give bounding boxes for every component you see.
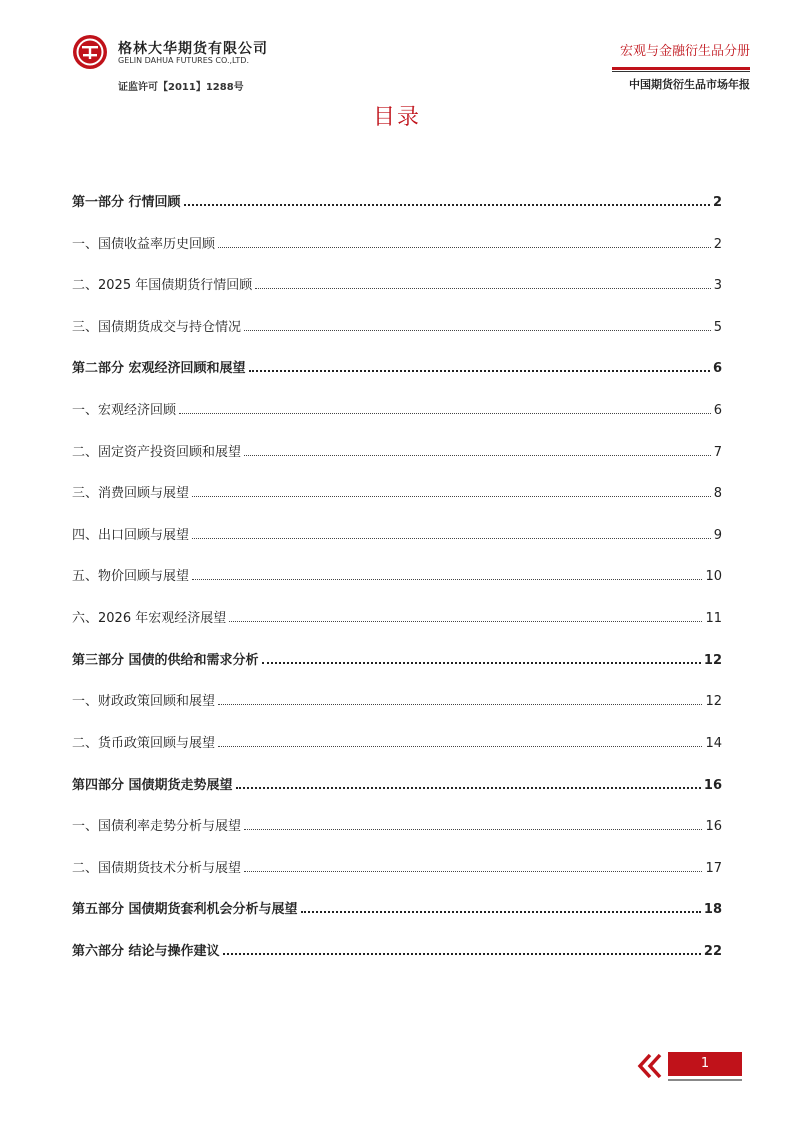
toc-entry-1-2[interactable] [72,273,722,293]
toc-entry-3-1[interactable] [72,689,722,709]
toc-entry-part-2[interactable] [72,356,722,376]
toc-entry-4-2[interactable] [72,856,722,876]
toc-leader-dots [218,746,702,747]
toc-entry-1-3[interactable] [72,315,722,335]
toc-entry-2-4[interactable] [72,523,722,543]
toc-leader-dots [218,247,711,248]
toc-leader-dots [249,370,710,372]
toc-entry-page: 17 [705,861,722,876]
toc-leader-dots [192,579,702,580]
toc-entry-3-2[interactable] [72,731,722,751]
toc-entry-label: 一、财政政策回顾和展望 [72,694,216,709]
toc-entry-2-1[interactable] [72,398,722,418]
toc-entry-page: 22 [703,944,722,959]
toc-entry-4-1[interactable] [72,814,722,834]
toc-leader-dots [223,953,701,955]
toc-entry-label: 第一部分 行情回顾 [72,195,181,210]
toc-entry-part-1[interactable] [72,190,722,210]
company-logo-icon [72,34,108,70]
company-name-en: GELIN DAHUA FUTURES CO.,LTD. [118,56,249,65]
toc-entry-page: 2 [712,195,722,210]
toc-entry-label: 三、消费回顾与展望 [72,486,190,501]
toc-entry-page: 11 [705,611,722,626]
toc-entry-page: 2 [713,237,722,252]
toc-entry-2-3[interactable] [72,481,722,501]
toc-entry-page: 16 [703,778,722,793]
toc-entry-1-1[interactable] [72,232,722,252]
toc-entry-label: 二、货币政策回顾与展望 [72,736,216,751]
toc-entry-label: 三、国债期货成交与持仓情况 [72,320,242,335]
toc-entry-2-2[interactable] [72,440,722,460]
toc-entry-page: 5 [713,320,722,335]
toc-entry-page: 3 [713,278,722,293]
toc-entry-page: 6 [712,361,722,376]
toc-leader-dots [192,538,711,539]
toc-entry-label: 二、国债期货技术分析与展望 [72,861,242,876]
toc-entry-part-3[interactable] [72,648,722,668]
toc-entry-label: 四、出口回顾与展望 [72,528,190,543]
toc-entry-part-6[interactable] [72,939,722,959]
toc-leader-dots [218,704,702,705]
toc-entry-page: 16 [705,819,722,834]
toc-entry-page: 14 [705,736,722,751]
toc-entry-2-5[interactable] [72,564,722,584]
toc-title: 目录 [372,105,421,130]
toc-entry-label: 第五部分 国债期货套利机会分析与展望 [72,902,298,917]
toc-leader-dots [244,330,711,331]
header-rule-dark [612,71,750,72]
toc-entry-label: 第二部分 宏观经济回顾和展望 [72,361,246,376]
toc-leader-dots [262,662,701,664]
toc-entry-2-6[interactable] [72,606,722,626]
toc-leader-dots [236,787,701,789]
toc-entry-page: 6 [713,403,722,418]
toc-leader-dots [229,621,702,622]
toc-entry-label: 一、国债利率走势分析与展望 [72,819,242,834]
toc-entry-label: 一、国债收益率历史回顾 [72,237,216,252]
toc-leader-dots [192,496,711,497]
toc-entry-label: 第三部分 国债的供给和需求分析 [72,653,259,668]
company-name-cn: 格林大华期货有限公司 [118,41,268,57]
toc-leader-dots [179,413,711,414]
toc-leader-dots [244,455,711,456]
report-title: 中国期货衍生品市场年报 [629,78,750,91]
double-chevron-left-icon [636,1052,664,1080]
toc-entry-page: 12 [703,653,722,668]
toc-entry-part-5[interactable] [72,897,722,917]
toc-entry-label: 六、2026 年宏观经济展望 [72,611,227,626]
toc-entry-page: 12 [705,694,722,709]
page-number: 1 [668,1052,742,1076]
toc-entry-label: 二、2025 年国债期货行情回顾 [72,278,253,293]
toc-entry-page: 7 [713,445,722,460]
toc-leader-dots [184,204,710,206]
toc-entry-part-4[interactable] [72,773,722,793]
license-number: 证监许可【2011】1288号 [118,82,244,93]
toc-leader-dots [301,911,701,913]
series-title: 宏观与金融衍生品分册 [619,44,750,59]
footer-underline [668,1079,742,1081]
toc-entry-label: 一、宏观经济回顾 [72,403,177,418]
toc-entry-label: 第六部分 结论与操作建议 [72,944,220,959]
toc-entry-page: 8 [713,486,722,501]
toc-entry-page: 9 [713,528,722,543]
toc-entry-label: 二、固定资产投资回顾和展望 [72,445,242,460]
toc-leader-dots [244,871,702,872]
toc-entry-page: 10 [705,569,722,584]
toc-entry-page: 18 [703,902,722,917]
toc-entry-label: 五、物价回顾与展望 [72,569,190,584]
toc-entry-label: 第四部分 国债期货走势展望 [72,778,233,793]
toc-leader-dots [244,829,702,830]
toc-leader-dots [255,288,711,289]
header-rule-red [612,67,750,70]
